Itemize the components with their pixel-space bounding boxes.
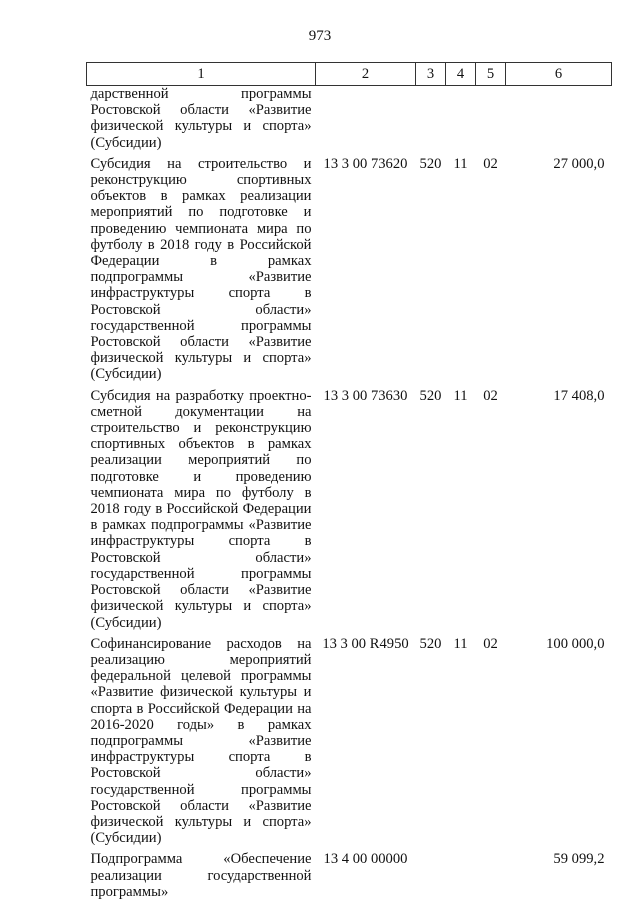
row-section-cell: 11 [453, 635, 468, 652]
row-name-cell: Софинансирование расходов на реализацию мероприятий федеральной целевой программы «Развитие физической культуры и спорта в Российской Федерации на 2016-2020 годы» в рамках подпрограммы «Развитие инфраструктуры спорта в Ростовской области» государственной программы Ростовской области «Развитие физической культуры и спорта» (Субсидии) [90, 635, 312, 847]
row-subsection-cell [476, 86, 506, 156]
row-subsection-cell: 02 [483, 155, 498, 172]
row-subsection-cell: 02 [483, 635, 498, 652]
header-row [87, 63, 612, 86]
row-name-cell: Субсидия на строительство и реконструкцию спортивных объектов в рамках реализации мероприятий по подготовке и проведению чемпионата мира по футболу в 2018 году в Российской Федерации в рамках подпрограммы «Развитие инфраструктуры спорта в Ростовской области» государственной программы Ростовской области «Развитие физической культуры и спорта» (Субсидии) [90, 155, 312, 383]
table-row [87, 86, 612, 156]
row-sum-cell: 27 000,0 [553, 155, 605, 172]
row-name-cell: дарственной программы Ростовской области «Развитие физической культуры и спорта» (Субсидии) [90, 86, 312, 151]
row-code-cell: 13 3 00 R4950 [322, 635, 409, 652]
row-type-cell [416, 86, 446, 156]
table-row [87, 636, 612, 852]
row-sum-cell: 17 408,0 [553, 387, 605, 404]
row-name-cell: Подпрограмма «Обеспечение реализации государственной программы» [90, 851, 312, 900]
header-cell-1: 1 [87, 63, 316, 86]
table-row [87, 156, 612, 388]
row-code-cell: 13 3 00 73620 [323, 155, 408, 172]
row-section-cell: 11 [453, 387, 468, 404]
row-type-cell: 520 [419, 387, 442, 404]
table-row [87, 388, 612, 636]
row-section-cell [446, 851, 476, 905]
row-code-cell: 13 3 00 73630 [323, 387, 408, 404]
row-subsection-cell: 02 [483, 387, 498, 404]
header-cell-6: 6 [506, 63, 612, 86]
row-section-cell [446, 86, 476, 156]
header-cell-5: 5 [476, 63, 506, 86]
row-sum-cell: 59 099,2 [553, 851, 605, 868]
row-sum-cell: 100 000,0 [546, 635, 605, 652]
row-code-cell [316, 86, 416, 156]
row-sum-cell [506, 86, 612, 156]
budget-table [86, 62, 612, 905]
row-code-cell: 13 4 00 00000 [323, 851, 408, 868]
row-subsection-cell [476, 851, 506, 905]
row-type-cell [416, 851, 446, 905]
header-cell-3: 3 [416, 63, 446, 86]
table-row [87, 851, 612, 905]
row-type-cell: 520 [419, 155, 442, 172]
row-section-cell: 11 [453, 155, 468, 172]
header-cell-4: 4 [446, 63, 476, 86]
row-name-cell: Субсидия на разработку проектно-сметной документации на строительство и реконструкцию спортивных объектов в рамках реализации мероприятий по подготовке и проведению чемпионата мира по футболу в 2018 году в Российской Федерации в рамках подпрограммы «Развитие инфраструктуры спорта в Ростовской области» государственной программы Ростовской области «Развитие физической культуры и спорта» (Субсидии) [90, 387, 312, 631]
row-type-cell: 520 [419, 635, 442, 652]
header-cell-2: 2 [316, 63, 416, 86]
page-number: 973 [308, 28, 332, 44]
